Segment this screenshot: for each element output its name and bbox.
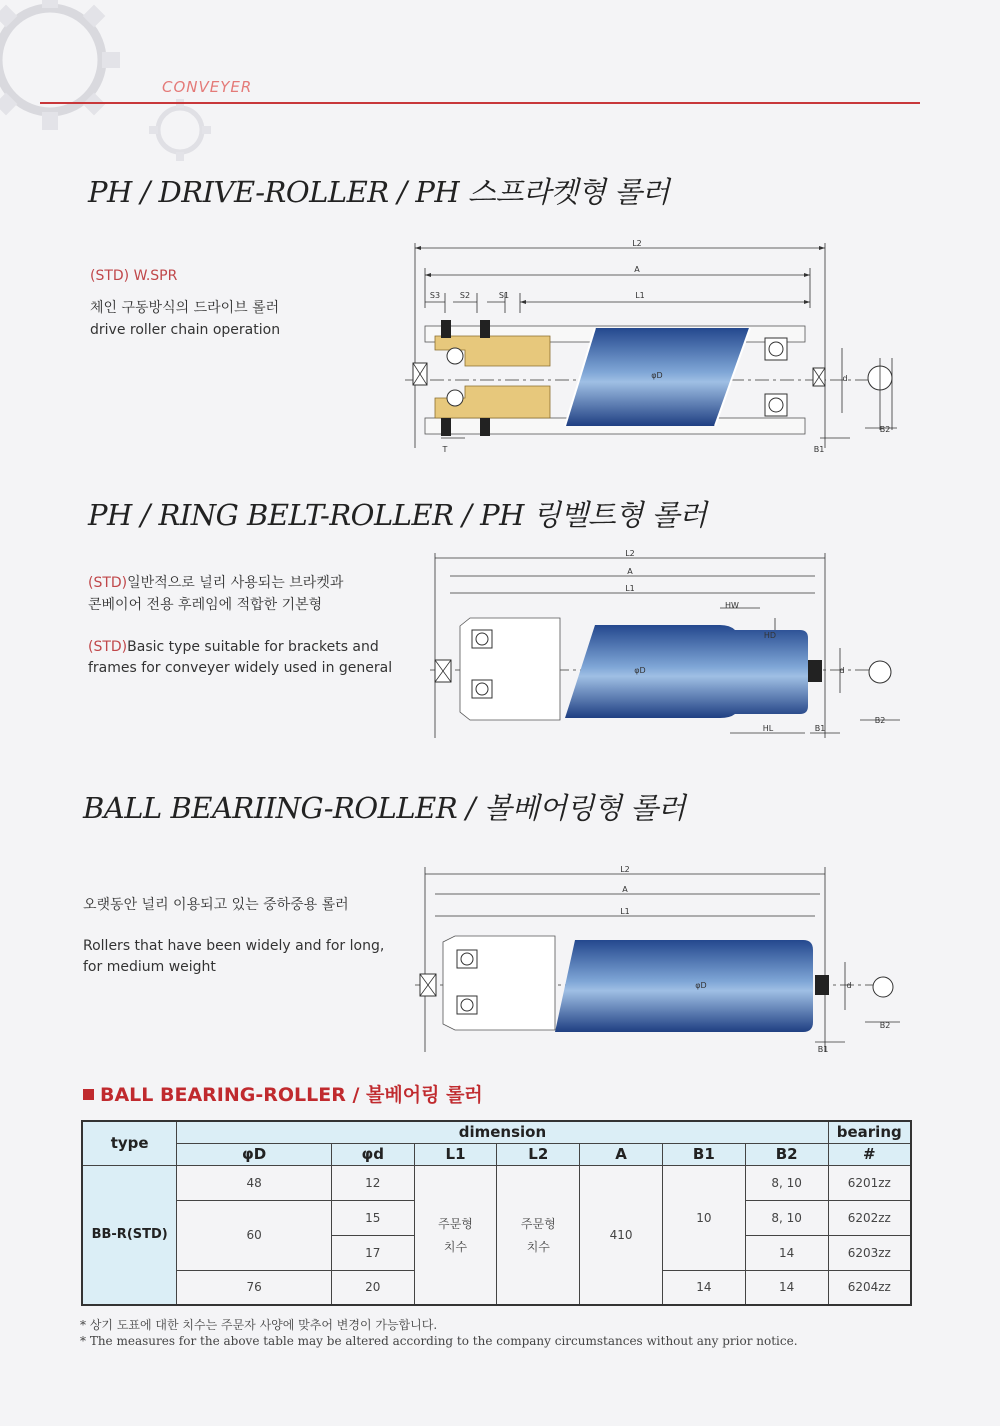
label-B2-ball: B2 [879,1021,891,1030]
cell-d-2: 15 [331,1200,414,1235]
cell-B2-4: 14 [745,1270,828,1305]
cell-B2-2: 8, 10 [745,1200,828,1235]
header-D: φD [177,1143,332,1165]
cell-L2: 주문형 치수 [497,1165,580,1305]
cell-d-1: 12 [331,1165,414,1200]
label-B2-ring: B2 [874,716,886,725]
label-A: A [634,265,640,274]
label-L1: L1 [635,291,645,300]
label-HW: HW [725,601,739,610]
cell-d-4: 20 [331,1270,414,1305]
label-B1-ball: B1 [817,1045,829,1054]
desc-en-ring-1: (STD)Basic type suitable for brackets and [88,639,379,655]
label-S2: S2 [459,291,471,300]
label-L1-ring: L1 [625,584,635,593]
cell-bearing-4: 6204zz [828,1270,911,1305]
header-rule [40,102,920,104]
label-HD: HD [763,631,777,640]
label-D: φD [651,371,663,380]
std-label-drive: (STD) W.SPR [90,268,178,284]
label-L2-ring: L2 [625,549,635,558]
header-type: type [82,1121,177,1165]
desc-en-ball-2: for medium weight [83,959,216,975]
label-d-ball: d [846,981,852,990]
cell-A: 410 [580,1165,663,1305]
small-gear-icon [145,95,215,165]
label-S1: S1 [498,291,510,300]
cell-B2-1: 8, 10 [745,1165,828,1200]
cell-D-2: 60 [177,1200,332,1270]
header-B1: B1 [662,1143,745,1165]
label-HL: HL [762,724,774,733]
cell-bearing-2: 6202zz [828,1200,911,1235]
header-dimension: dimension [177,1121,828,1143]
label-d-ring: d [839,666,845,675]
desc-en-ball-1: Rollers that have been widely and for long, [83,938,385,954]
header-L2: L2 [497,1143,580,1165]
label-d: d [842,374,848,383]
table-section-title: BALL BEARING-ROLLER / 볼베어링 롤러 [83,1080,483,1107]
label-S3: S3 [429,291,441,300]
cell-B1-1: 10 [662,1165,745,1270]
note-ko: * 상기 도표에 대한 치수는 주문자 사양에 맞추어 변경이 가능합니다. [80,1318,438,1332]
ring-belt-roller-diagram [430,548,905,743]
label-B1-ring: B1 [814,724,826,733]
label-B1: B1 [813,445,825,454]
desc-en-ring-2: frames for conveyer widely used in general [88,660,393,676]
label-T: T [442,445,448,454]
label-L2: L2 [632,239,642,248]
drive-roller-diagram [405,238,910,460]
desc-ko-ring-2: 콘베이어 전용 후레임에 적합한 기본형 [88,597,323,613]
section-title-ring-belt: PH / RING BELT-ROLLER / PH 링벨트형 롤러 [88,498,707,532]
type-value: BB-R(STD) [82,1165,177,1305]
section-title-drive-roller: PH / DRIVE-ROLLER / PH 스프라켓형 롤러 [88,175,670,209]
desc-ko-drive: 체인 구동방식의 드라이브 롤러 [90,300,280,316]
header-B2: B2 [745,1143,828,1165]
ball-bearing-roller-diagram [415,862,905,1057]
label-D-ring: φD [634,666,646,675]
desc-ko-ring-1: (STD)일반적으로 널리 사용되는 브라켓과 [88,575,344,591]
header-bearing-sub: # [828,1143,911,1165]
label-B2: B2 [879,425,891,434]
gear-logo [0,0,130,140]
desc-ko-ball: 오랫동안 널리 이용되고 있는 중하중용 롤러 [83,897,349,913]
label-D-ball: φD [695,981,707,990]
cell-D-1: 48 [177,1165,332,1200]
desc-en-drive: drive roller chain operation [90,322,281,338]
cell-B1-4: 14 [662,1270,745,1305]
cell-D-4: 76 [177,1270,332,1305]
header-L1: L1 [414,1143,497,1165]
red-square-icon [83,1089,94,1100]
section-title-ball-bearing: BALL BEARIING-ROLLER / 볼베어링형 롤러 [83,791,686,825]
cell-B2-3: 14 [745,1235,828,1270]
label-L1-ball: L1 [620,907,630,916]
brand-logo-text: CONVEYER [162,78,253,96]
cell-bearing-1: 6201zz [828,1165,911,1200]
cell-d-3: 17 [331,1235,414,1270]
note-en: * The measures for the above table may be altered according to the company circumstances without any prior notice. [80,1334,798,1348]
spec-table [81,1120,912,1306]
cell-bearing-3: 6203zz [828,1235,911,1270]
header-A: A [580,1143,663,1165]
label-A-ring: A [627,567,633,576]
header-bearing: bearing [828,1121,911,1143]
label-L2-ball: L2 [620,865,630,874]
cell-L1: 주문형 치수 [414,1165,497,1305]
label-A-ball: A [622,885,628,894]
header-d: φd [331,1143,414,1165]
